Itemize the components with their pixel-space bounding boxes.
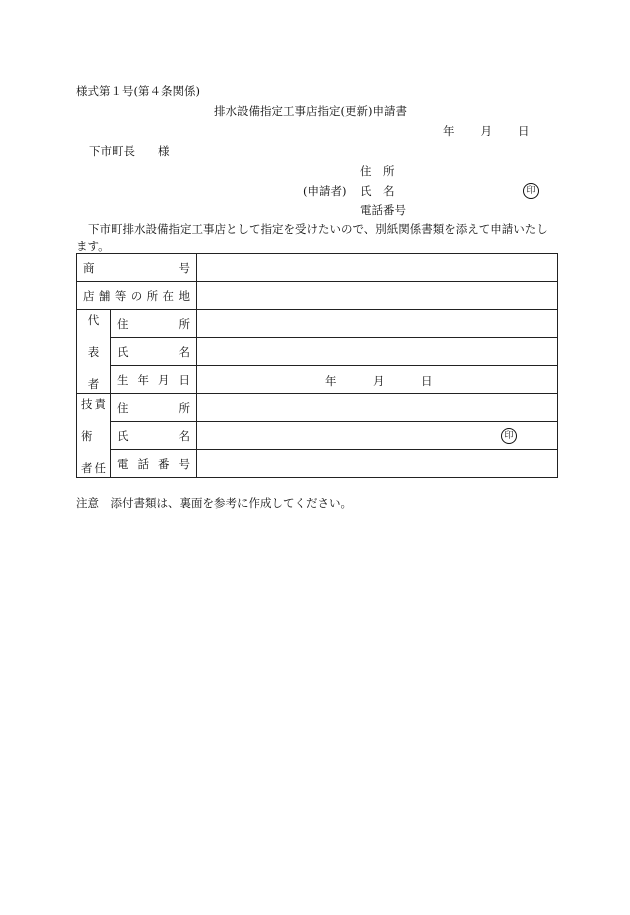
field-rep-name[interactable]: [197, 338, 558, 366]
form-number: 様式第１号(第４条関係): [76, 84, 200, 98]
applicant-name-label: 氏 名: [360, 184, 395, 198]
row-rep-dob: [77, 366, 558, 394]
application-form-table: [76, 253, 558, 478]
row-store-location: [77, 282, 558, 310]
applicant-seal-icon: 印: [523, 183, 539, 199]
label-rep-name: 氏 名: [111, 338, 197, 366]
applicant-phone-label: 電話番号: [360, 203, 406, 217]
label-tech-name: 氏 名: [111, 422, 197, 450]
date-line: [443, 124, 530, 138]
field-tech-phone[interactable]: [197, 450, 558, 478]
applicant-prefix: (申請者): [303, 184, 347, 198]
dob-month-unit: 月: [373, 373, 385, 388]
label-tech-address: 住 所: [111, 394, 197, 422]
row-rep-address: [77, 310, 558, 338]
field-rep-address[interactable]: [197, 310, 558, 338]
row-rep-name: [77, 338, 558, 366]
date-day: 日: [518, 124, 530, 138]
application-statement: 下市町排水設備指定工事店として指定を受けたいので、別紙関係書類を添えて申請いたします。: [76, 222, 548, 253]
row-tech-address: [77, 394, 558, 422]
label-trade-name: 商 号: [77, 254, 197, 282]
label-representative-group: 代 表 者: [77, 310, 111, 394]
label-rep-dob: 生 年 月 日: [111, 366, 197, 394]
dob-year-unit: 年: [325, 373, 337, 388]
attachment-note: 注意 添付書類は、裏面を参考に作成してください。: [76, 496, 352, 510]
field-tech-name[interactable]: [197, 422, 558, 450]
document-title: 排水設備指定工事店指定(更新)申請書: [214, 104, 407, 118]
label-rep-address: 住 所: [111, 310, 197, 338]
row-tech-phone: [77, 450, 558, 478]
addressee: 下市町長 様: [89, 144, 170, 158]
field-tech-address[interactable]: [197, 394, 558, 422]
applicant-address-label: 住 所: [360, 164, 395, 178]
tech-seal-icon: 印: [501, 428, 517, 444]
label-store-location: 店 舗 等 の 所 在 地: [77, 282, 197, 310]
row-trade-name: [77, 254, 558, 282]
row-tech-name: [77, 422, 558, 450]
label-tech-phone: 電 話 番 号: [111, 450, 197, 478]
date-year: 年: [443, 124, 455, 138]
label-tech-manager-group: 技 責 術 者 任: [77, 394, 111, 478]
field-rep-dob[interactable]: [197, 366, 558, 394]
field-store-location[interactable]: [197, 282, 558, 310]
date-month: 月: [480, 124, 492, 138]
dob-day-unit: 日: [421, 373, 433, 388]
field-trade-name[interactable]: [197, 254, 558, 282]
